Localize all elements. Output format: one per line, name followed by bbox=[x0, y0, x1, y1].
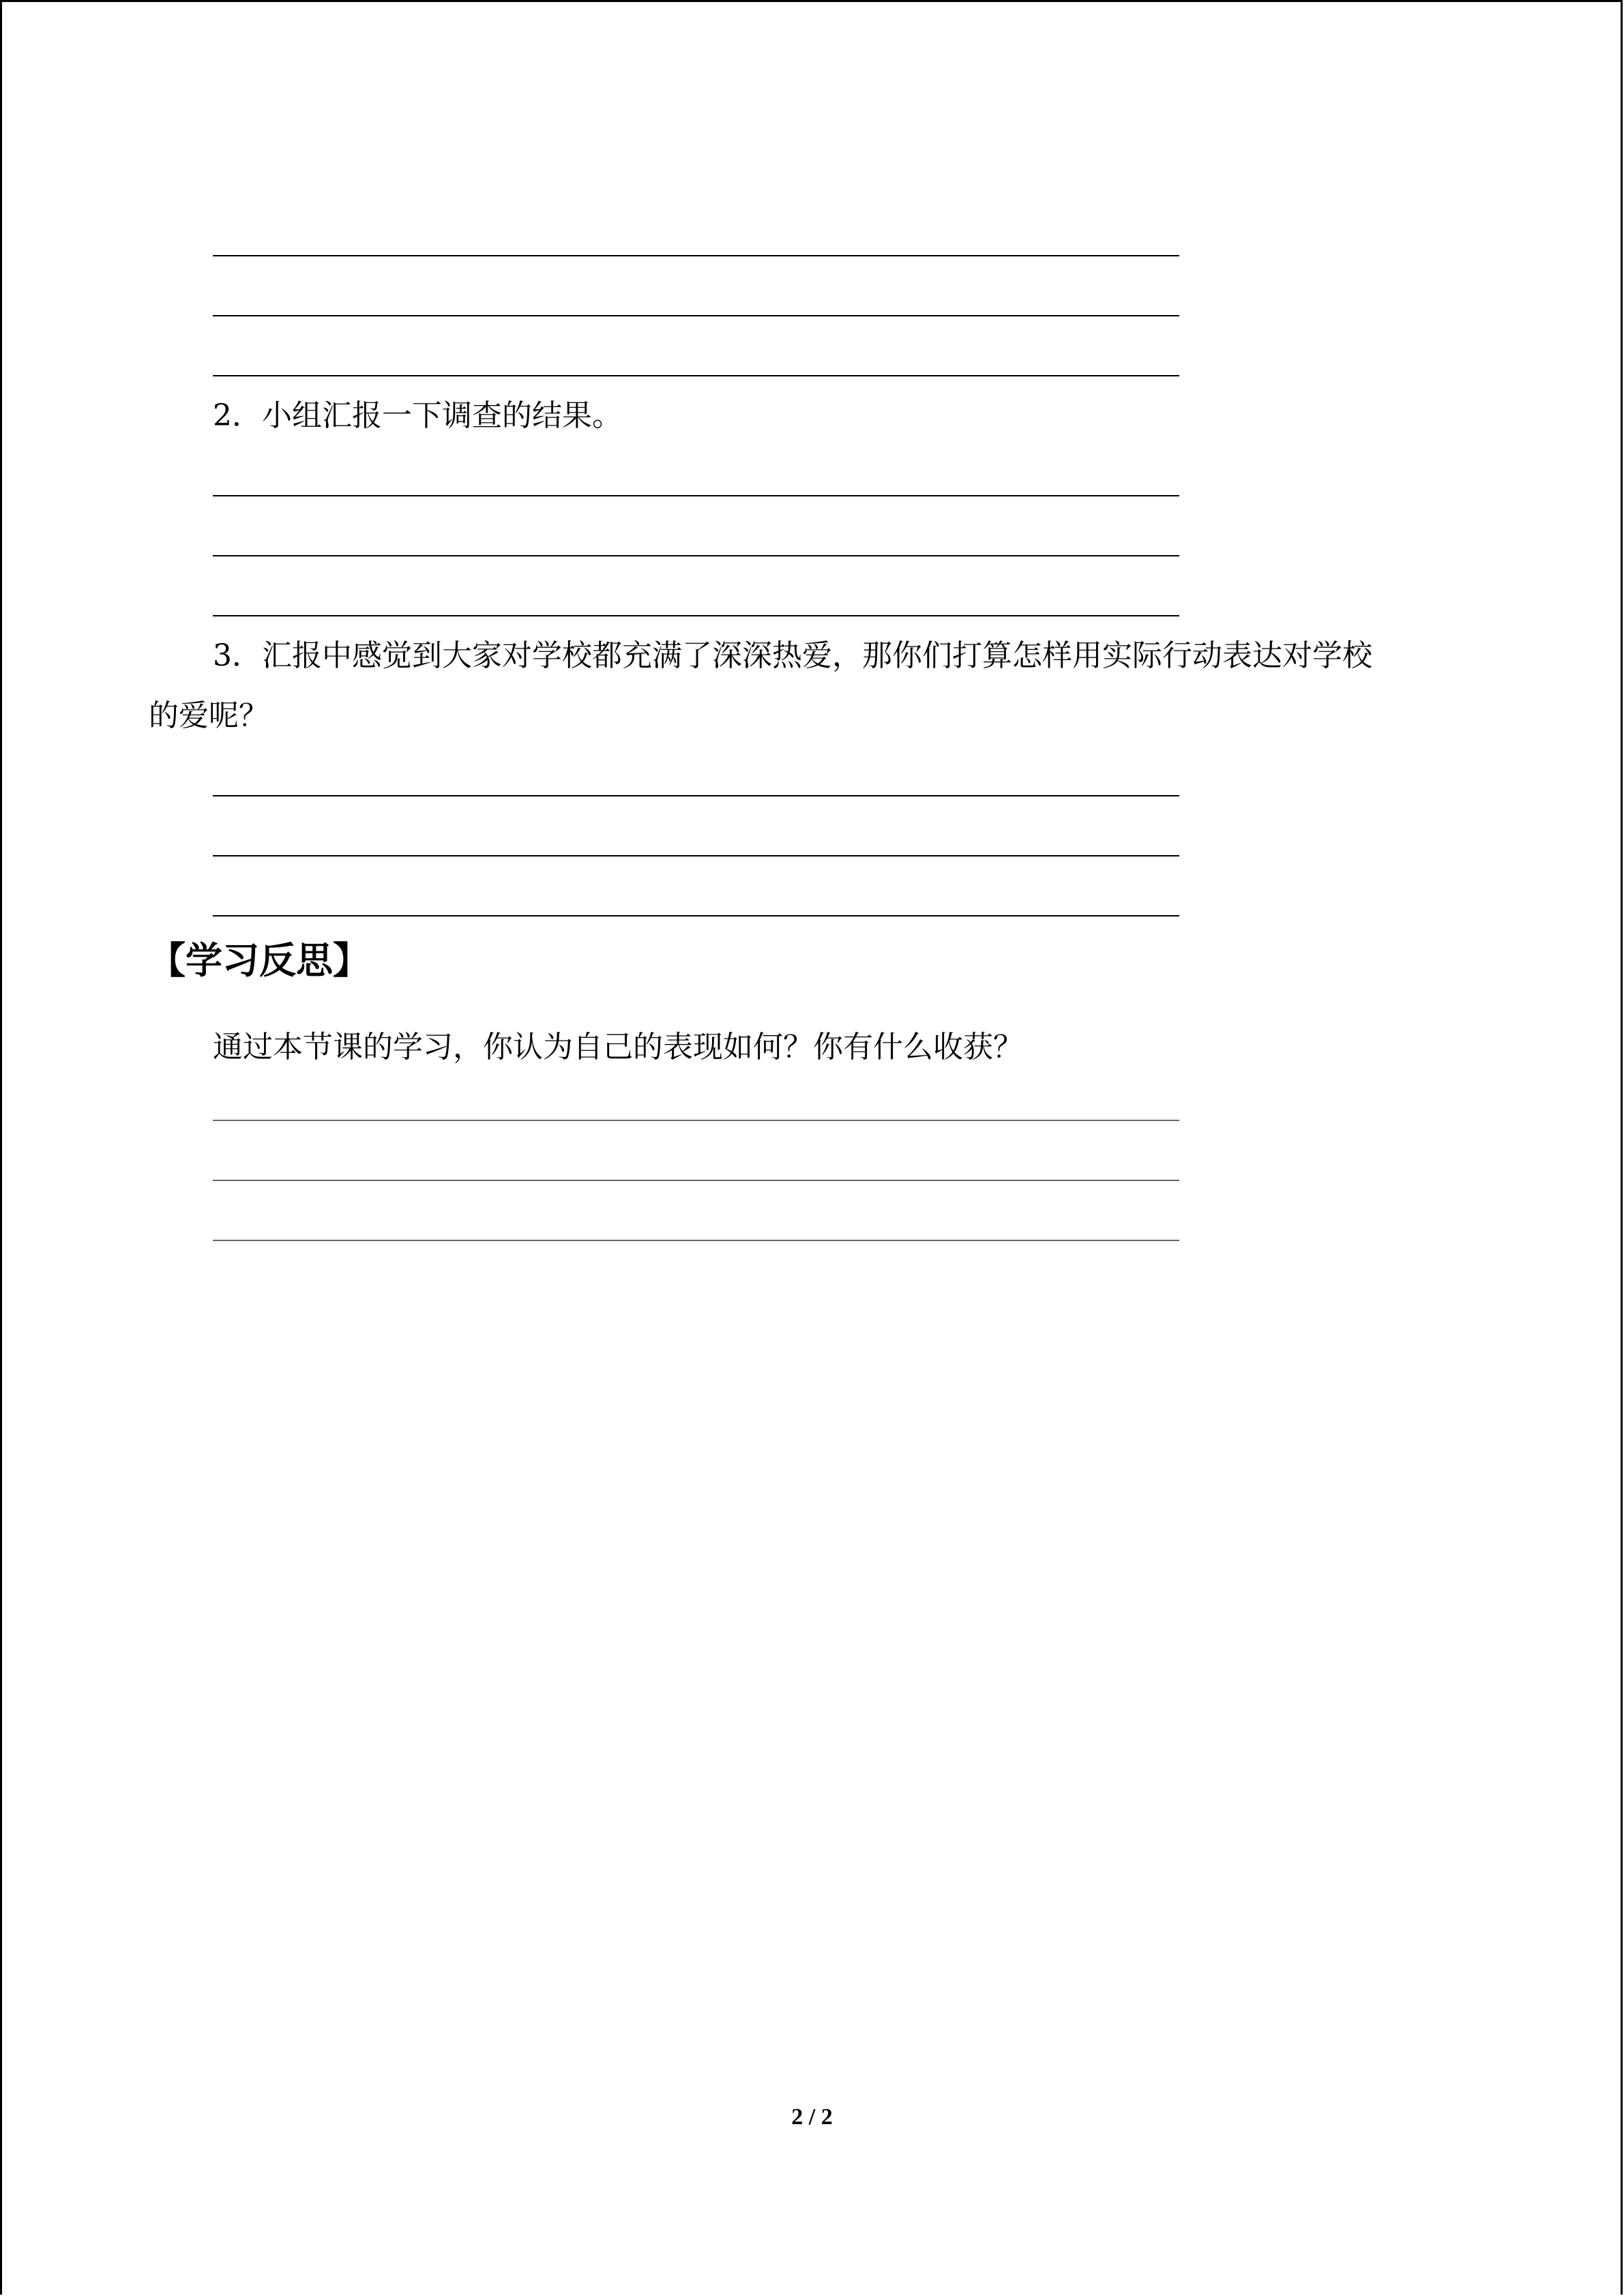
answer-line[interactable] bbox=[213, 1240, 1179, 1241]
answer-line[interactable] bbox=[213, 495, 1179, 496]
question-2: 2．小组汇报一下调查的结果。 bbox=[213, 398, 622, 433]
page-number: 2 / 2 bbox=[791, 2104, 833, 2130]
answer-line[interactable] bbox=[213, 615, 1179, 616]
question-3-line-2: 的爱呢？ bbox=[149, 698, 269, 733]
answer-line[interactable] bbox=[213, 1120, 1179, 1121]
answer-line[interactable] bbox=[213, 255, 1179, 256]
reflection-prompt: 通过本节课的学习，你认为自己的表现如何？你有什么收获？ bbox=[213, 1030, 1023, 1064]
answer-line[interactable] bbox=[213, 555, 1179, 556]
answer-line[interactable] bbox=[213, 315, 1179, 316]
answer-line[interactable] bbox=[213, 375, 1179, 376]
answer-line[interactable] bbox=[213, 915, 1179, 916]
answer-line[interactable] bbox=[213, 1180, 1179, 1181]
answer-line[interactable] bbox=[213, 855, 1179, 856]
answer-line[interactable] bbox=[213, 795, 1179, 796]
question-3-line-1: 3．汇报中感觉到大家对学校都充满了深深热爱，那你们打算怎样用实际行动表达对学校 bbox=[213, 638, 1372, 673]
section-heading-reflection: 【学习反思】 bbox=[149, 939, 370, 982]
